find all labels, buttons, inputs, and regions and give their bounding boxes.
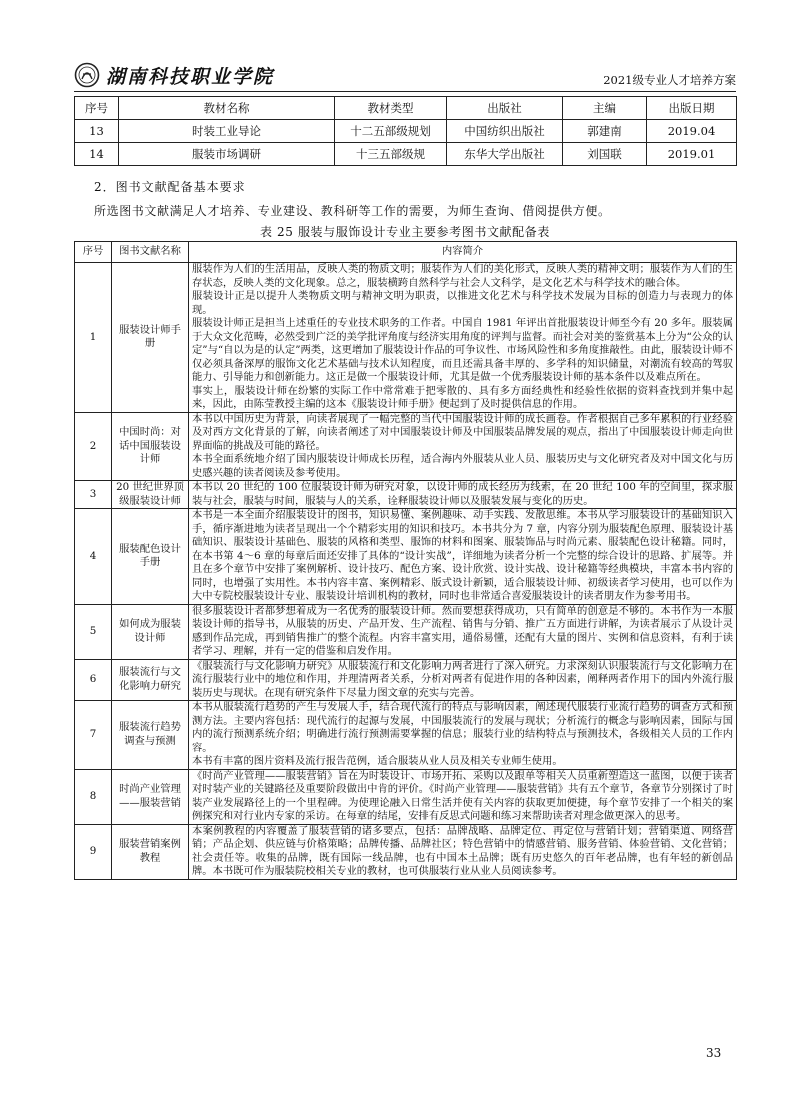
- table-row: [75, 604, 737, 659]
- cell-no: 1: [75, 263, 112, 413]
- summary-paragraph: 事实上，服装设计师在纷繁的实际工作中常常难于把零散的、具有多方面经典性和经验性依据的资料查找到并集中起来，因此，由陈莹教授主编的这本《服装设计师手册》便起到了及时提供信息的作用。: [192, 384, 733, 410]
- cell-editor: 刘国联: [563, 143, 647, 166]
- cell-book-name: 中国时尚：对话中国服装设计师: [112, 412, 189, 481]
- cell-type: 十二五部级规划: [335, 120, 447, 143]
- cell-name: 时装工业导论: [119, 120, 335, 143]
- table-row: [75, 481, 737, 509]
- table-row: [75, 659, 737, 701]
- textbook-table: [74, 96, 737, 166]
- cell-type: 十三五部级规: [335, 143, 447, 166]
- cell-no: 5: [75, 604, 112, 659]
- cell-book-name: 服装营销案例教程: [112, 824, 189, 879]
- cell-no: 9: [75, 824, 112, 879]
- table-row: [75, 824, 737, 879]
- cell-book-name: 服装流行与文化影响力研究: [112, 659, 189, 701]
- table-row: [75, 143, 737, 166]
- col-header-publisher: 出版社: [447, 97, 563, 120]
- table-row: [75, 769, 737, 824]
- cell-summary: [189, 659, 737, 701]
- col-header-summary: 内容简介: [189, 242, 737, 263]
- reference-table-header: [75, 242, 737, 263]
- cell-publisher: 中国纺织出版社: [447, 120, 563, 143]
- cell-no: 8: [75, 769, 112, 824]
- table-row: [75, 509, 737, 605]
- summary-paragraph: 本书有丰富的图片资料及流行报告范例，适合服装从业人员及相关专业师生使用。: [192, 755, 563, 767]
- table-row: [75, 120, 737, 143]
- college-logo-icon: [74, 62, 100, 88]
- cell-book-name: 服装流行趋势调查与预测: [112, 701, 189, 770]
- summary-paragraph: 很多服装设计者都梦想着成为一名优秀的服装设计师。然而要想获得成功，只有简单的创意是不够的。本书作为一本服装设计师的指导书，从服装的历史、产品开发、生产流程、销售与分销、推广五方面进行讲解，为读者展示了从设计灵感到作品完成，再到销售推广的整个流程。内容丰富实用，通俗易懂，还配有大量的图片、实例和信息资料，有利于读者学习、理解，并有一定的借鉴和启发作用。: [192, 604, 733, 657]
- summary-paragraph: 本书以 20 世纪的 100 位服装设计师为研究对象，以设计师的成长经历为线索，在 20 世纪 100 年的空间里，探求服装与社会，服装与时间，服装与人的关系，诠释服装设计师以及服装发展与变化的历史。: [192, 481, 733, 507]
- summary-paragraph: 本案例教程的内容覆盖了服装营销的诸多要点，包括：品牌战略、品牌定位、再定位与营销计划；营销渠道、网络营销；产品企划、供应链与价格策略；品牌传播、品牌社区；特色营销中的情感营销、服务营销、体验营销、文化营销；社会责任等。收集的品牌，既有国际一线品牌，也有中国本土品牌；既有历史悠久的百年老品牌，也有年轻的新创品牌。本书既可作为服装院校相关专业的教材，也可供服装行业从业人员阅读参考。: [192, 824, 733, 877]
- cell-date: 2019.04: [647, 120, 737, 143]
- section-heading: 2．图书文献配备基本要求: [94, 180, 246, 194]
- header-rule: [74, 91, 736, 92]
- cell-summary: [189, 509, 737, 605]
- col-header-editor: 主编: [563, 97, 647, 120]
- reference-books-table: [74, 241, 737, 880]
- cell-summary: [189, 824, 737, 879]
- col-header-name: 教材名称: [119, 97, 335, 120]
- cell-no: 14: [75, 143, 119, 166]
- col-header-book-name: 图书文献名称: [112, 242, 189, 263]
- col-header-date: 出版日期: [647, 97, 737, 120]
- summary-paragraph: 本书全面系统地介绍了国内服装设计师成长历程，适合海内外服装从业人员、服装历史与文化研究者及对中国文化与历史感兴趣的读者阅读及参考使用。: [192, 453, 733, 479]
- page-header: [74, 60, 736, 90]
- cell-summary: [189, 481, 737, 509]
- cell-editor: 郭建南: [563, 120, 647, 143]
- cell-summary: [189, 263, 737, 413]
- summary-paragraph: 《时尚产业管理——服装营销》旨在为时装设计、市场开拓、采购以及跟单等相关人员重新塑造这一蓝图，以便于读者对时装产业的关键路径及重要阶段做出中肯的评价。《时尚产业管理——服装营销》共有五个章节，各章节分别探讨了时装产业发展路径上的一个里程碑。为使理论融入日常生活并使有关内容的获取更加便捷，每个章节安排了一个相关的案例探究和对行业内专家的采访。在每章的结尾，安排有反思式问题和练习来帮助读者对理念做更深入的思考。: [192, 769, 733, 822]
- cell-no: 13: [75, 120, 119, 143]
- program-title: 2021级专业人才培养方案: [603, 73, 736, 87]
- cell-book-name: 20 世纪世界顶级服装设计师: [112, 481, 189, 509]
- cell-summary: [189, 412, 737, 481]
- cell-summary: [189, 604, 737, 659]
- summary-paragraph: 本书从服装流行趋势的产生与发展人手，结合现代流行的特点与影响因素，阐述现代服装行业流行趋势的调查方式和预测方法。主要内容包括：现代流行的起源与发展，中国服装流行的发展与现状；分析流行的概念与影响因素，国际与国内的流行预测系统介绍；明确进行流行预测需要掌握的信息；服装行业的结构特点与预测技术，各级相关人员的工作内容。: [192, 701, 733, 754]
- cell-no: 2: [75, 412, 112, 481]
- section-paragraph: 所选图书文献满足人才培养、专业建设、教科研等工作的需要，为师生查询、借阅提供方便。: [94, 204, 611, 218]
- summary-paragraph: 服装设计正是以提升人类物质文明与精神文明为职责，以推进文化艺术与科学技术发展为目标的创造力与表现力的体现。: [192, 290, 733, 316]
- college-name: 湖南科技职业学院: [106, 66, 275, 88]
- cell-no: 3: [75, 481, 112, 509]
- cell-name: 服装市场调研: [119, 143, 335, 166]
- cell-book-name: 如何成为服装设计师: [112, 604, 189, 659]
- summary-paragraph: 服装设计师正是担当上述重任的专业技术职务的工作者。中国自 1981 年评出首批服装设计师至今有 20 多年。服装属于大众文化范畴，必然受到广泛的美学批评角度与经济实用角度的评判与监督。而社会对美的鉴赏基本上分为“公众的认定”与“自以为是的认定”两类，这更增加了服装设计作品的可争议性、市场风险性和多角度推敲性。由此，服装设计师不仅必须具备深厚的服饰文化艺术基础与技术认知程度，而且还需具备丰厚的、多学科的知识储量，对潮流有较高的驾驭能力、引导能力和创新能力。这正是做一个服装设计师，尤其是做一个优秀服装设计师的基本条件以及难点所在。: [192, 317, 733, 383]
- textbook-table-header: [75, 97, 737, 120]
- cell-book-name: 服装配色设计手册: [112, 509, 189, 605]
- table-caption: 表 25 服装与服饰设计专业主要参考图书文献配备表: [260, 225, 550, 239]
- summary-paragraph: 《服装流行与文化影响力研究》从服装流行和文化影响力两者进行了深入研究。力求深刻认识服装流行与文化影响力在流行服装行业中的地位和作用，并理清两者关系，分析对两者有促进作用的各种因素，阐释两者作用下的国内外流行服装历史与现状。在现有研究条件下尽量力图文章的充实与完善。: [192, 659, 733, 699]
- summary-paragraph: 本书以中国历史为背景，向读者展现了一幅完整的当代中国服装设计师的成长画卷。作者根据自己多年累积的行业经验及对西方文化背景的了解，向读者阐述了对中国服装设计师及中国服装品牌发展的观点，指出了中国服装设计师走向世界面临的挑战及可能的路径。: [192, 412, 733, 452]
- reference-table-body: [75, 263, 737, 880]
- cell-book-name: 服装设计师手册: [112, 263, 189, 413]
- table-row: [75, 412, 737, 481]
- summary-paragraph: 服装作为人们的生活用品，反映人类的物质文明；服装作为人们的美化形式，反映人类的精神文明；服装作为人们的生存状态，反映人类的文化现象。总之，服装横跨自然科学与社会人文科学，是文化艺术与科学技术的融合体。: [192, 263, 733, 289]
- cell-summary: [189, 769, 737, 824]
- col-header-type: 教材类型: [335, 97, 447, 120]
- col-header-no: 序号: [75, 97, 119, 120]
- col-header-no: 序号: [75, 242, 112, 263]
- summary-paragraph: 本书是一本全面介绍服装设计的图书，知识易懂、案例趣味、动手实践、发散思维。本书从学习服装设计的基础知识入手，循序渐进地为读者呈现出一个个精彩实用的知识和技巧。本书共分为 7 章，内容分别为服装配色原理、服装设计基础知识、服装设计基础色、服装的风格和类型、服饰的材料和图案、服装饰品与时尚元素、服装配色设计秘籍。同时，在本书第 4～6 章的每章后面还安排了具体的“设计实战”，详细地为读者分析一个完整的综合设计的思路、扩展等。并且在多个章节中安排了案例解析、设计技巧、配色方案、设计欣赏、设计实战、设计秘籍等经典模块，丰富本书内容的同时，也增强了实用性。本书内容丰富、案例精彩、版式设计新颖，适合服装设计师、初级读者学习使用，也可以作为大中专院校服装设计专业、服装设计培训机构的教材，同时也非常适合喜爱服装设计的读者朋友作为参考用书。: [192, 509, 733, 602]
- page-number: 33: [706, 1046, 722, 1060]
- table-row: [75, 701, 737, 770]
- cell-no: 4: [75, 509, 112, 605]
- cell-publisher: 东华大学出版社: [447, 143, 563, 166]
- cell-no: 7: [75, 701, 112, 770]
- cell-book-name: 时尚产业管理——服装营销: [112, 769, 189, 824]
- table-row: [75, 263, 737, 413]
- cell-date: 2019.01: [647, 143, 737, 166]
- cell-summary: [189, 701, 737, 770]
- cell-no: 6: [75, 659, 112, 701]
